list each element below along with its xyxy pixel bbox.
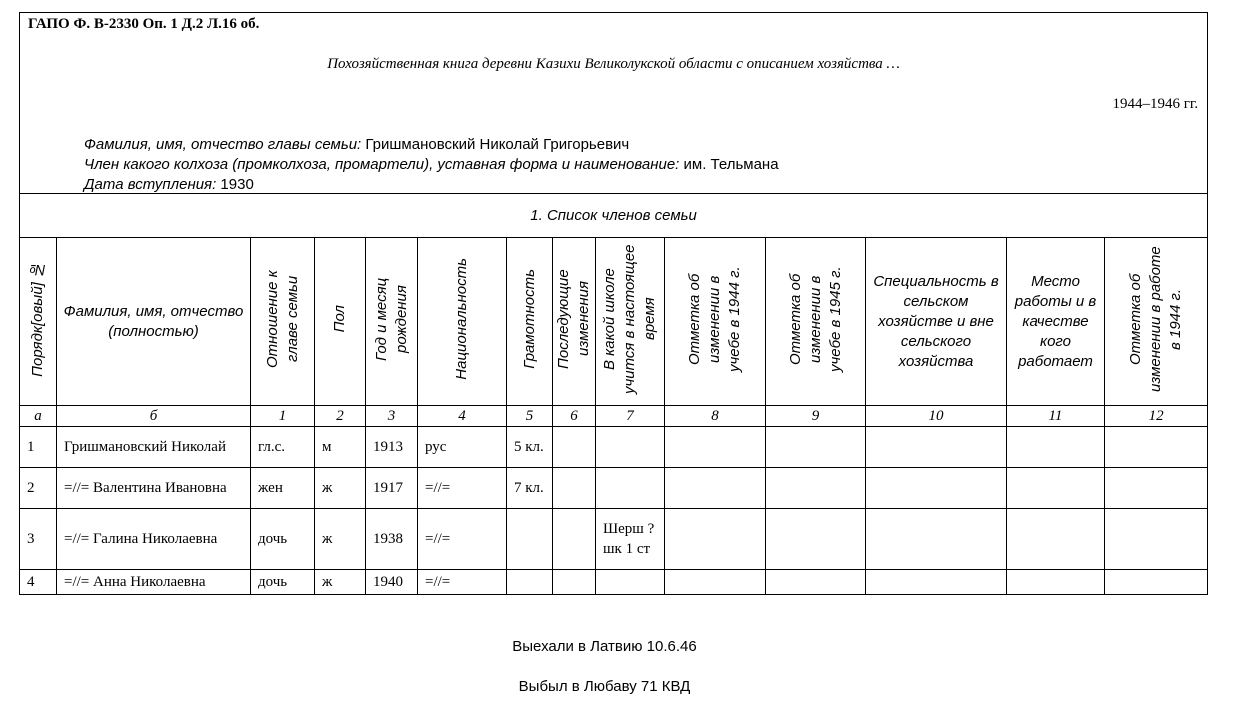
table-cell: 7 кл. bbox=[507, 468, 553, 509]
index-cell: 10 bbox=[866, 406, 1007, 427]
family-info bbox=[84, 135, 779, 195]
table-cell: дочь bbox=[251, 509, 315, 570]
table-cell: 5 кл. bbox=[507, 427, 553, 468]
table-cell: ж bbox=[315, 509, 366, 570]
index-cell: 6 bbox=[553, 406, 596, 427]
table-cell bbox=[553, 468, 596, 509]
column-header: Фамилия, имя, отчество (полностью) bbox=[57, 238, 251, 406]
head-of-family-value: Гришмановский Николай Григорьевич bbox=[365, 136, 630, 153]
table-cell bbox=[1007, 468, 1105, 509]
table-cell bbox=[596, 570, 665, 595]
table-cell: 4 bbox=[20, 570, 57, 595]
column-header: В какой школе учится в настоящее время bbox=[596, 238, 665, 406]
column-header: Отношение к главе семьи bbox=[251, 238, 315, 406]
table-cell: дочь bbox=[251, 570, 315, 595]
kolkhoz-line: Член какого колхоза (промколхоза, промартели), уставная форма и наименование: им. Тельмана bbox=[84, 156, 779, 173]
column-header: Грамотность bbox=[507, 238, 553, 406]
table-cell: =//= Валентина Ивановна bbox=[57, 468, 251, 509]
table-cell bbox=[866, 427, 1007, 468]
table-cell bbox=[1007, 570, 1105, 595]
table-cell bbox=[665, 468, 766, 509]
kolkhoz-value: им. Тельмана bbox=[683, 156, 779, 173]
table-cell: Шерш ? шк 1 ст bbox=[596, 509, 665, 570]
table-cell bbox=[507, 509, 553, 570]
note-moved: Выбыл в Любаву 71 КВД bbox=[518, 678, 691, 695]
column-header: Национальность bbox=[418, 238, 507, 406]
table-cell: жен bbox=[251, 468, 315, 509]
table-cell bbox=[866, 509, 1007, 570]
archive-reference: ГАПО Ф. В-2330 Оп. 1 Д.2 Л.16 об. bbox=[28, 16, 260, 32]
table-cell: =//= bbox=[418, 570, 507, 595]
column-header: Отметка об изменении в учебе в 1944 г. bbox=[665, 238, 766, 406]
table-cell: =//= bbox=[418, 509, 507, 570]
table-cell: 3 bbox=[20, 509, 57, 570]
index-cell: 5 bbox=[507, 406, 553, 427]
index-cell: 12 bbox=[1105, 406, 1208, 427]
table-cell: 1913 bbox=[366, 427, 418, 468]
document-header bbox=[20, 13, 1208, 194]
index-cell: 1 bbox=[251, 406, 315, 427]
table-cell: =//= bbox=[418, 468, 507, 509]
table-cell bbox=[866, 570, 1007, 595]
table-cell bbox=[766, 427, 866, 468]
column-header: Год и месяц рождения bbox=[366, 238, 418, 406]
table-cell bbox=[665, 509, 766, 570]
table-cell bbox=[665, 570, 766, 595]
section-title: 1. Список членов семьи bbox=[20, 194, 1208, 238]
column-header: Пол bbox=[315, 238, 366, 406]
note-departure: Выехали в Латвию 10.6.46 bbox=[512, 638, 697, 655]
index-cell: 9 bbox=[766, 406, 866, 427]
column-index-row bbox=[20, 406, 1208, 427]
table-cell: 1 bbox=[20, 427, 57, 468]
table-cell: 1917 bbox=[366, 468, 418, 509]
index-cell: 8 bbox=[665, 406, 766, 427]
book-title: Похозяйственная книга деревни Казихи Великолукской области с описанием хозяйства … bbox=[327, 56, 900, 72]
table-cell bbox=[596, 468, 665, 509]
table-cell bbox=[1105, 570, 1208, 595]
table-cell bbox=[1105, 468, 1208, 509]
join-date-value: 1930 bbox=[220, 176, 254, 193]
table-cell bbox=[1105, 509, 1208, 570]
index-cell: 4 bbox=[418, 406, 507, 427]
table-row bbox=[20, 468, 1208, 509]
table-cell bbox=[553, 509, 596, 570]
index-cell: 3 bbox=[366, 406, 418, 427]
table-cell bbox=[1007, 427, 1105, 468]
table-row bbox=[20, 427, 1208, 468]
table-cell: рус bbox=[418, 427, 507, 468]
column-headers bbox=[20, 238, 1208, 406]
column-header: Порядк[овый] № bbox=[20, 238, 57, 406]
table-cell: 2 bbox=[20, 468, 57, 509]
table-cell: Гришмановский Николай bbox=[57, 427, 251, 468]
table-row bbox=[20, 570, 1208, 595]
column-header: Отметка об изменении в учебе в 1945 г. bbox=[766, 238, 866, 406]
index-cell: 7 bbox=[596, 406, 665, 427]
years: 1944–1946 гг. bbox=[1112, 96, 1199, 112]
table-row bbox=[20, 509, 1208, 570]
index-cell: а bbox=[20, 406, 57, 427]
table-cell: ж bbox=[315, 468, 366, 509]
household-book-page bbox=[19, 12, 1207, 595]
table-cell bbox=[553, 427, 596, 468]
head-of-family-line: Фамилия, имя, отчество главы семьи: Гришмановский Николай Григорьевич bbox=[84, 136, 630, 153]
table-cell bbox=[507, 570, 553, 595]
table-cell: 1940 bbox=[366, 570, 418, 595]
table-cell bbox=[766, 468, 866, 509]
table-cell: м bbox=[315, 427, 366, 468]
index-cell: б bbox=[57, 406, 251, 427]
column-header: Последующие изменения bbox=[553, 238, 596, 406]
table-cell bbox=[665, 427, 766, 468]
table-cell: =//= Анна Николаевна bbox=[57, 570, 251, 595]
table-cell bbox=[553, 570, 596, 595]
column-header: Отметка об изменении в работе в 1944 г. bbox=[1105, 238, 1208, 406]
table-cell bbox=[596, 427, 665, 468]
table-cell: 1938 bbox=[366, 509, 418, 570]
household-table bbox=[19, 12, 1208, 595]
table-cell bbox=[866, 468, 1007, 509]
table-cell: ж bbox=[315, 570, 366, 595]
column-header: Место работы и в качестве кого работает bbox=[1007, 238, 1105, 406]
index-cell: 2 bbox=[315, 406, 366, 427]
join-date-line: Дата вступления: 1930 bbox=[84, 176, 254, 193]
table-cell bbox=[1007, 509, 1105, 570]
table-cell bbox=[1105, 427, 1208, 468]
table-cell: гл.с. bbox=[251, 427, 315, 468]
index-cell: 11 bbox=[1007, 406, 1105, 427]
column-header: Специальность в сельском хозяйстве и вне сельского хозяйства bbox=[866, 238, 1007, 406]
table-cell: =//= Галина Николаевна bbox=[57, 509, 251, 570]
table-cell bbox=[766, 509, 866, 570]
table-cell bbox=[766, 570, 866, 595]
